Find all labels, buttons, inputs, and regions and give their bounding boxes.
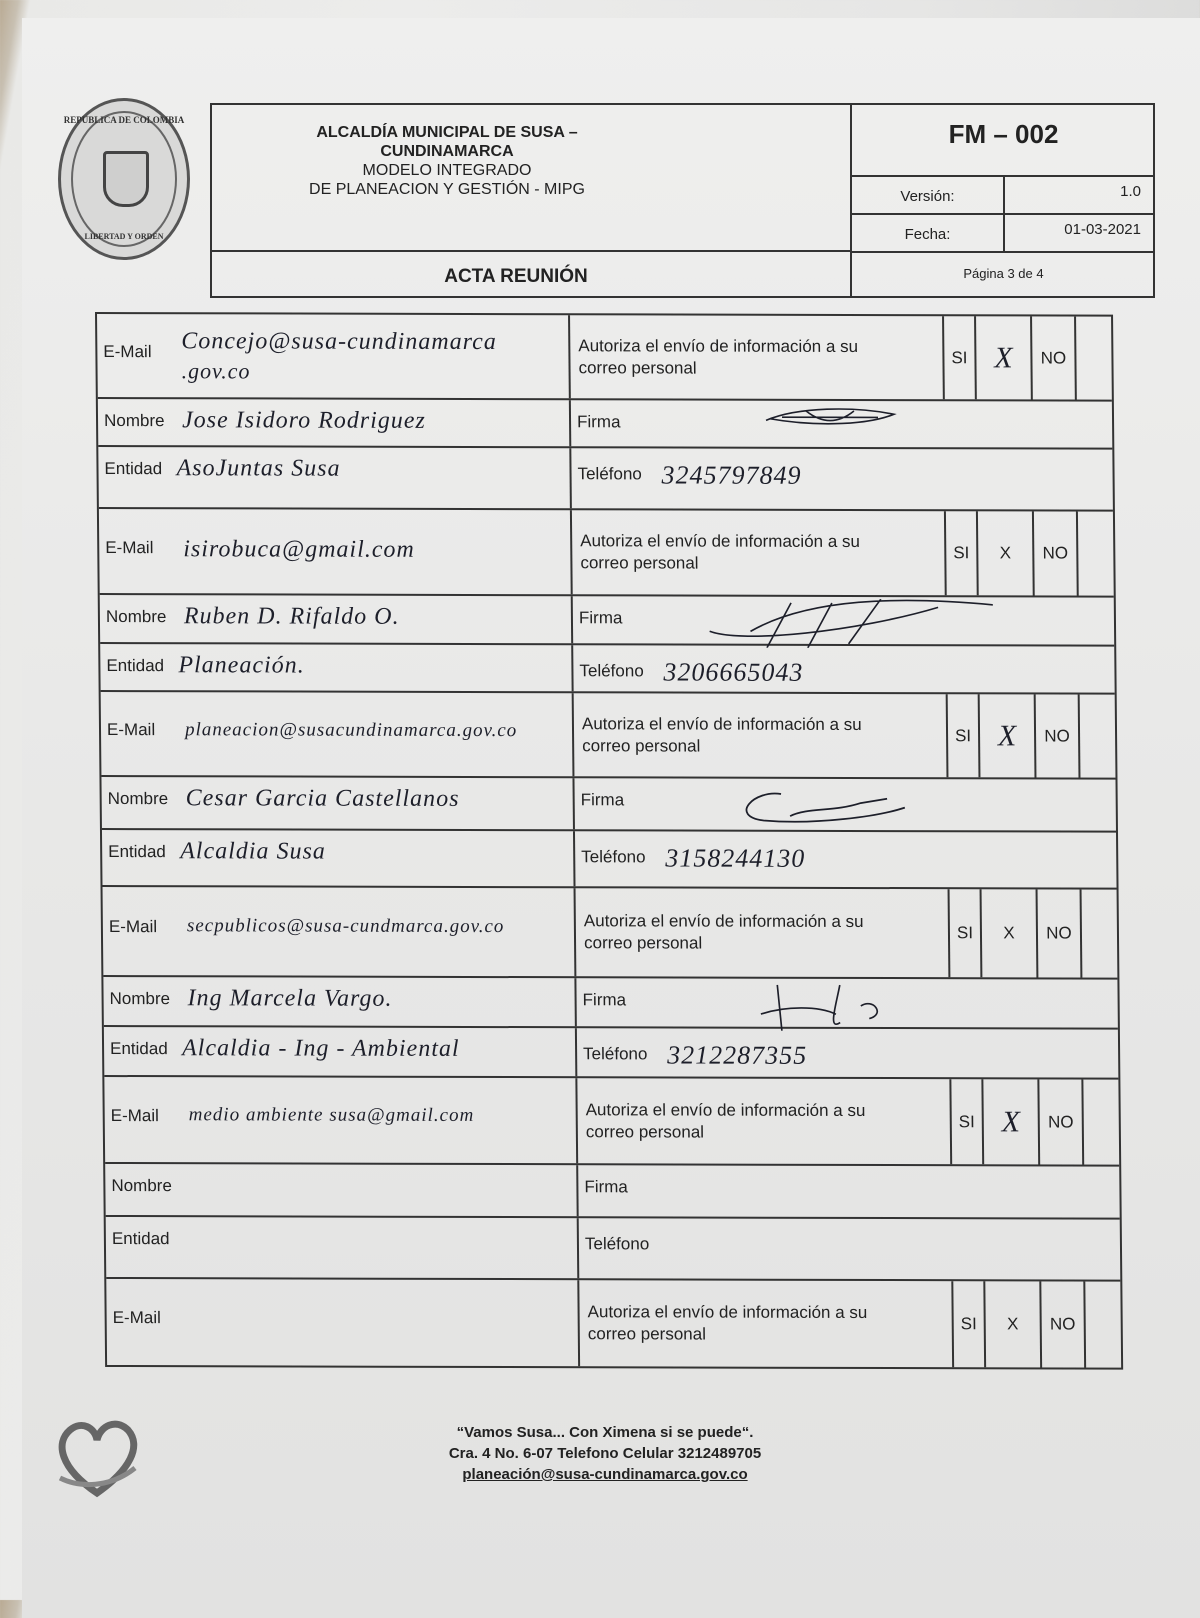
name-cell (105, 1164, 579, 1216)
no-text: NO (1042, 543, 1069, 563)
yes-text: SI (954, 725, 972, 745)
signature-cell (574, 778, 1116, 830)
yes-text: SI (953, 543, 970, 563)
yes-label (949, 1079, 982, 1164)
seal-text-bottom: LIBERTAD Y ORDEN (84, 232, 164, 241)
signature-cell (578, 1165, 1120, 1217)
footer-address: Cra. 4 No. 6-07 Telefono Celular 3212489705 (448, 1445, 762, 1462)
authorization-checkbox[interactable] (981, 1079, 1038, 1164)
name-value[interactable]: Jose Isidoro Rodriguez (181, 407, 426, 434)
shield-icon (103, 151, 149, 207)
email-value[interactable]: medio ambiente susa@gmail.com (188, 1104, 475, 1127)
no-checkbox[interactable] (1081, 1080, 1119, 1165)
entity-label: Entidad (108, 842, 166, 862)
email-value[interactable]: Concejo@susa-cundinamarca (181, 328, 497, 356)
entity-label: Entidad (106, 656, 165, 676)
checkbox-mark: X (1001, 1104, 1021, 1138)
entity-cell (100, 644, 573, 691)
no-text: NO (1040, 347, 1067, 368)
phone-cell (573, 645, 1114, 692)
phone-value[interactable]: 3212287355 (666, 1040, 808, 1070)
phone-label: Teléfono (579, 661, 644, 681)
no-text: NO (1044, 725, 1070, 746)
authorization-text (584, 910, 924, 955)
email-cell (103, 887, 577, 976)
phone-label: Teléfono (583, 1044, 648, 1064)
version-label: Versión: (852, 177, 1005, 213)
footer-slogan: “Vamos Susa... Con Ximena si se puede“. (456, 1424, 754, 1441)
authorization-text (578, 335, 918, 380)
no-text: NO (1049, 1314, 1076, 1334)
authorization-line-2: correo personal (587, 1324, 707, 1344)
authorization-cell (576, 888, 1118, 977)
authorization-checkbox[interactable] (978, 694, 1035, 777)
date-value: 01-03-2021 (1064, 221, 1141, 238)
entity-label: Entidad (109, 1039, 168, 1059)
form-code: FM – 002 (852, 105, 1155, 177)
no-label (1039, 1281, 1084, 1367)
email-label: E-Mail (103, 342, 152, 362)
date-row (852, 215, 1155, 253)
authorization-checkbox[interactable] (980, 889, 1037, 977)
table-row-email (104, 1077, 1119, 1167)
attendance-table (95, 312, 1123, 1370)
authorization-line-2: correo personal (585, 1121, 705, 1142)
checkbox-mark: X (1003, 923, 1015, 943)
table-row-email (99, 509, 1114, 598)
entity-value[interactable]: Alcaldia Susa (180, 838, 326, 865)
email-value[interactable]: secpublicos@susa-cundmarca.gov.co (186, 915, 505, 938)
phone-value[interactable]: 3158244130 (665, 843, 806, 873)
email-label: E-Mail (112, 1308, 161, 1328)
authorization-line-2: correo personal (583, 933, 703, 953)
handwritten-signature (666, 980, 996, 1031)
entity-label: Entidad (111, 1229, 170, 1249)
yes-label (944, 511, 977, 595)
handwritten-signature (661, 402, 991, 451)
entity-cell (106, 1217, 580, 1278)
name-label: Nombre (107, 789, 169, 809)
no-checkbox[interactable] (1074, 317, 1112, 400)
authorization-line-1: Autoriza el envío de información a su (587, 1302, 868, 1322)
email-value[interactable]: planeacion@susacundinamarca.gov.co (184, 718, 518, 741)
yes-text: SI (958, 1111, 975, 1131)
yes-label (951, 1281, 984, 1367)
table-row-name (100, 595, 1114, 647)
handwritten-signature (663, 598, 993, 648)
email-cell (99, 509, 573, 594)
seal-text-top: REPUBLICA DE COLOMBIA (63, 115, 185, 125)
page-number: Página 3 de 4 (963, 266, 1044, 281)
no-label (1032, 511, 1077, 595)
authorization-line-1: Autoriza el envío de información a su (581, 713, 862, 734)
no-checkbox[interactable] (1080, 890, 1118, 978)
email-label: E-Mail (108, 916, 158, 937)
entity-cell (104, 1027, 577, 1076)
name-value[interactable]: Ruben D. Rifaldo O. (183, 603, 400, 630)
no-label (1030, 316, 1075, 399)
model-line-2: DE PLANEACION Y GESTIÓN - MIPG (309, 181, 585, 198)
table-row-entity (98, 447, 1113, 512)
table-row-name (98, 399, 1112, 450)
phone-value[interactable]: 3245797849 (661, 460, 802, 490)
authorization-line-2: correo personal (580, 553, 699, 573)
org-title (212, 123, 682, 199)
org-line-2: CUNDINAMARCA (380, 143, 514, 160)
table-row-entity (104, 1027, 1119, 1080)
phone-label: Teléfono (577, 464, 642, 484)
name-label: Nombre (109, 989, 171, 1009)
checkbox-mark: X (999, 543, 1012, 563)
entity-label: Entidad (104, 459, 163, 479)
signature-cell (571, 400, 1112, 447)
authorization-text (580, 530, 920, 575)
authorization-line-1: Autoriza el envío de información a su (580, 531, 861, 551)
no-label (1036, 889, 1081, 977)
no-text: NO (1046, 923, 1072, 943)
yes-label (942, 316, 975, 399)
name-cell (103, 977, 576, 1026)
table-row-email (103, 887, 1118, 980)
authorization-checkbox[interactable] (974, 316, 1031, 399)
no-label (1034, 694, 1079, 777)
checkbox-mark: X (994, 340, 1013, 374)
no-checkbox[interactable] (1083, 1282, 1121, 1368)
authorization-line-2: correo personal (582, 735, 701, 756)
entity-value[interactable]: AsoJuntas Susa (176, 455, 341, 482)
footer-email-link[interactable]: planeación@susa-cundinamarca.gov.co (462, 1466, 748, 1483)
email-label: E-Mail (106, 720, 156, 740)
version-value: 1.0 (1120, 183, 1141, 200)
table-row-entity (102, 830, 1117, 890)
phone-cell (571, 448, 1113, 509)
entity-value[interactable]: Alcaldia - Ing - Ambiental (181, 1035, 460, 1062)
authorization-text (582, 713, 922, 758)
authorization-cell (577, 1078, 1119, 1164)
email-label: E-Mail (110, 1105, 159, 1126)
phone-label: Teléfono (584, 1234, 650, 1254)
checkbox-mark: X (997, 718, 1017, 752)
table-row-email (106, 1279, 1121, 1368)
email-cell (104, 1077, 578, 1163)
name-label: Nombre (111, 1176, 172, 1196)
name-value[interactable]: Cesar Garcia Castellanos (185, 785, 460, 812)
phone-cell (577, 1028, 1118, 1077)
document-header (210, 103, 1155, 298)
phone-value[interactable]: 3206665043 (663, 657, 804, 687)
authorization-line-1: Autoriza el envío de información a su (578, 335, 859, 356)
footer (0, 1422, 1200, 1485)
authorization-checkbox[interactable] (976, 511, 1033, 595)
entity-value[interactable]: Planeación. (178, 652, 305, 679)
authorization-checkbox[interactable] (983, 1281, 1040, 1367)
email-cell (97, 314, 571, 398)
authorization-line-1: Autoriza el envío de información a su (583, 911, 864, 931)
table-row-name (105, 1164, 1120, 1220)
authorization-cell (570, 315, 1112, 399)
no-text: NO (1047, 1111, 1074, 1132)
signature-cell (573, 596, 1114, 644)
table-row-email (97, 314, 1112, 402)
email-value[interactable]: isirobuca@gmail.com (183, 536, 415, 563)
authorization-cell (574, 693, 1116, 777)
signature-label: Firma (580, 790, 625, 810)
document-type: ACTA REUNIÓN (212, 252, 852, 298)
signature-cell (576, 978, 1117, 1027)
signature-label: Firma (576, 412, 621, 432)
signature-label: Firma (582, 990, 627, 1010)
name-label: Nombre (103, 411, 165, 431)
yes-label (948, 889, 981, 977)
yes-label (946, 694, 979, 777)
yes-text: SI (956, 923, 974, 943)
no-checkbox[interactable] (1078, 695, 1116, 778)
table-row-name (101, 777, 1116, 833)
yes-text: SI (960, 1314, 977, 1334)
entity-cell (98, 447, 572, 508)
phone-cell (575, 831, 1117, 887)
phone-label: Teléfono (581, 847, 646, 867)
name-cell (101, 777, 575, 829)
phone-cell (579, 1218, 1121, 1279)
table-row-entity (100, 644, 1114, 695)
name-cell (100, 595, 573, 643)
name-value[interactable]: Ing Marcela Vargo. (187, 985, 393, 1012)
authorization-cell (579, 1280, 1121, 1367)
no-checkbox[interactable] (1076, 512, 1114, 596)
no-label (1037, 1079, 1082, 1164)
signature-label: Firma (584, 1177, 628, 1197)
email-value-continued[interactable]: .gov.co (181, 358, 251, 384)
yes-text: SI (951, 347, 968, 367)
checkbox-mark: X (1006, 1314, 1019, 1334)
email-label: E-Mail (105, 537, 154, 557)
authorization-text (587, 1301, 927, 1346)
version-row (852, 177, 1155, 215)
authorization-line-2: correo personal (578, 357, 697, 378)
email-cell (101, 692, 575, 776)
handwritten-signature (664, 780, 995, 834)
name-cell (98, 399, 571, 446)
name-label: Nombre (105, 607, 167, 627)
authorization-line-1: Autoriza el envío de información a su (585, 1099, 866, 1120)
email-cell (106, 1279, 580, 1366)
colombia-coat-of-arms-seal (58, 98, 190, 260)
org-line-1: ALCALDÍA MUNICIPAL DE SUSA – (316, 124, 578, 141)
date-label: Fecha: (852, 215, 1005, 251)
authorization-text (586, 1099, 926, 1144)
model-line-1: MODELO INTEGRADO (362, 162, 532, 179)
signature-label: Firma (578, 608, 623, 628)
table-row-name (103, 977, 1118, 1030)
table-row-email (101, 692, 1116, 780)
entity-cell (102, 830, 576, 886)
table-row-entity (106, 1217, 1121, 1282)
authorization-cell (572, 510, 1114, 595)
